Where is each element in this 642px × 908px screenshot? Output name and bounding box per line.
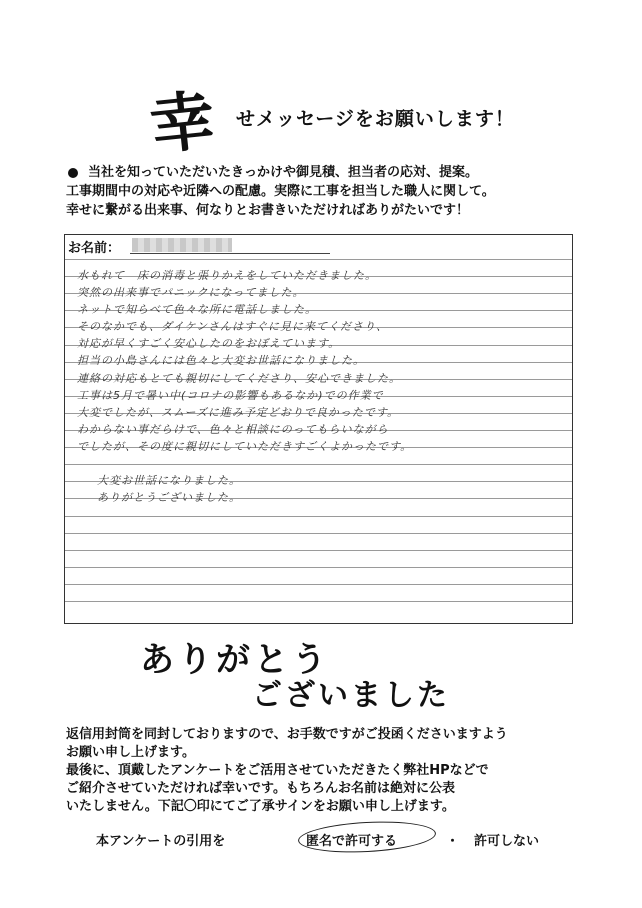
thanks-calligraphy xyxy=(140,632,540,712)
intro-line: 工事期間中の対応や近隣への配慮。実際に工事を担当した職人に関して。 xyxy=(66,184,495,199)
message-line: 連絡の対応もとても親切にしてくださり、安心できました。 xyxy=(77,371,401,385)
consent-label: 本アンケートの引用を xyxy=(96,834,226,849)
message-line: でしたが、その度に親切にしていただきすごくよかったです。 xyxy=(77,439,413,453)
ruled-line xyxy=(65,584,572,585)
bullet-icon xyxy=(68,168,78,178)
ruled-line xyxy=(65,533,572,534)
intro-text xyxy=(66,163,586,220)
message-line: 大変でしたが、スムーズに進み予定どおりで良かったです。 xyxy=(77,405,400,419)
page-header xyxy=(146,72,570,165)
footer-line: 最後に、頂戴したアンケートをご活用させていただきたく弊社HPなどで xyxy=(66,763,489,778)
message-form xyxy=(64,234,573,624)
thanks-line-1: ありがとう xyxy=(140,640,330,680)
footer-line: お願い申し上げます。 xyxy=(66,745,195,760)
message-line: 突然の出来事でパニックになってました。 xyxy=(77,286,305,300)
message-line: 担当の小島さんには色々と大変お世話になりました。 xyxy=(77,354,365,368)
name-underline xyxy=(130,253,330,254)
footer-line: ご紹介させていただければ幸いです。もちろんお名前は絶対に公表 xyxy=(66,781,455,796)
redacted-name xyxy=(132,238,232,252)
option-anonymous[interactable]: 匿名で許可する xyxy=(306,834,398,849)
intro-line: 幸せに繋がる出来事、何なりとお書きいただければありがたいです！ xyxy=(66,203,470,218)
footer-line: いたしません。下記〇印にてご了承サインをお願い申し上げます。 xyxy=(66,799,455,814)
option-separator: ・ xyxy=(446,834,460,849)
message-line: ありがとうございました。 xyxy=(97,491,241,505)
intro-line: 当社を知っていただいたきっかけや御見積、担当者の応対、提案。 xyxy=(66,163,586,182)
message-line: そのなかでも、ダイケンさんはすぐに見に来てくださり、 xyxy=(77,320,389,334)
footer-text xyxy=(66,726,586,816)
thanks-line-2: ございました xyxy=(252,678,450,713)
message-line xyxy=(77,455,557,472)
name-label: お名前： xyxy=(68,241,121,256)
consent-row xyxy=(96,826,566,850)
ruled-line xyxy=(65,567,572,568)
message-line: 大変お世話になりました。 xyxy=(97,474,241,488)
message-line: 工事は5月で暑い中(コロナの影響もあるなか)での作業で xyxy=(77,388,384,402)
handwritten-message xyxy=(77,267,557,506)
option-deny[interactable]: 許可しない xyxy=(474,834,540,849)
page-title: せメッセージをお願いします！ xyxy=(236,108,515,130)
ruled-line xyxy=(65,259,572,260)
message-line: ネットで知らべて色々な所に電話しました。 xyxy=(77,303,317,317)
header-kanji: 幸 xyxy=(146,82,219,165)
footer-line: 返信用封筒を同封しておりますので、お手数ですがご投函くださいますよう xyxy=(66,727,508,742)
ruled-line xyxy=(65,550,572,551)
message-line: わからない事だらけで、色々と相談にのってもらいながら xyxy=(77,422,389,436)
message-line: 水もれて 床の消毒と張りかえをしていただきました。 xyxy=(77,269,377,282)
message-line: 対応が早くすごく安心したのをおぼえています。 xyxy=(77,337,341,351)
ruled-line xyxy=(65,516,572,517)
ruled-line xyxy=(65,601,572,602)
name-row xyxy=(65,235,572,255)
